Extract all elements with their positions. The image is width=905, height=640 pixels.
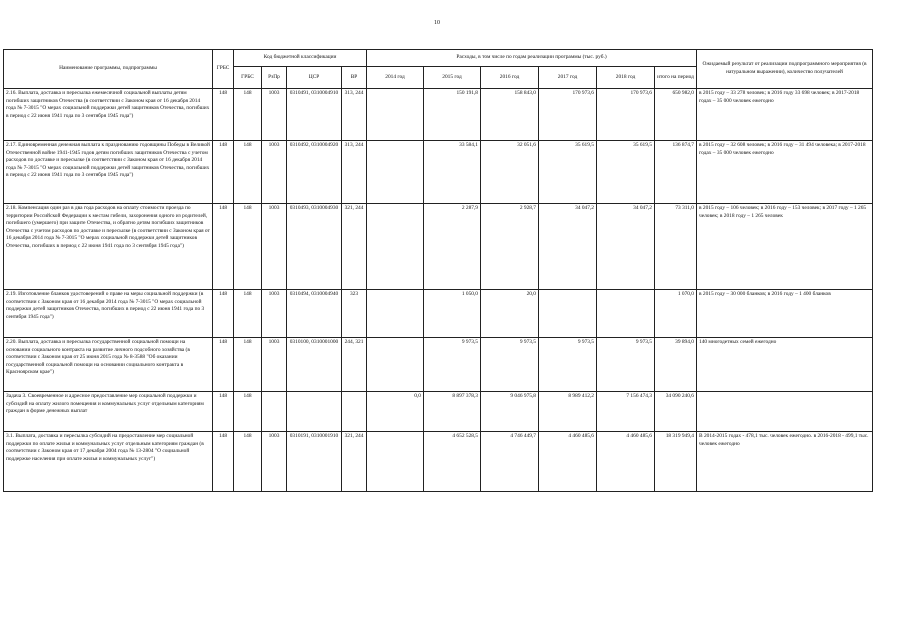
row-grbs: 148 — [213, 204, 234, 290]
row-csr: 0310492, 0310004920 — [287, 141, 342, 204]
row-2017 — [539, 290, 597, 338]
row-rzpr: 1003 — [262, 338, 287, 392]
header-2014: 2014 год — [367, 67, 424, 89]
row-kbk-grbs: 148 — [234, 392, 262, 432]
row-2014 — [367, 432, 424, 492]
row-grbs: 148 — [213, 141, 234, 204]
row-rzpr: 1003 — [262, 204, 287, 290]
table-header — [4, 50, 873, 89]
header-2017: 2017 год — [539, 67, 597, 89]
row-result: в 2015 году – 106 человек; в 2016 году – 153 человек; в 2017 году – 1 265 человек; в 2018 году – 1 265 человек — [697, 204, 873, 290]
row-total: 73 311,0 — [655, 204, 697, 290]
row-2017: 4 460 485,6 — [539, 432, 597, 492]
row-result: 140 многодетных семей ежегодно — [697, 338, 873, 392]
row-2016: 158 843,0 — [481, 89, 539, 141]
table-row — [4, 432, 873, 492]
row-total: 1 070,0 — [655, 290, 697, 338]
row-csr — [287, 392, 342, 432]
row-2017: 170 973,6 — [539, 89, 597, 141]
row-kbk-grbs: 148 — [234, 290, 262, 338]
row-2015: 150 191,8 — [424, 89, 481, 141]
row-2018 — [597, 290, 655, 338]
row-result: в 2015 году – 30 000 бланков; в 2016 году – 1 400 бланков — [697, 290, 873, 338]
header-result: Ожидаемый результат от реализации подпрограммного мероприятия (в натуральном выражении), количество получателей — [697, 50, 873, 89]
row-vr — [342, 392, 367, 432]
row-2014 — [367, 141, 424, 204]
row-name: 2.20. Выплата, доставка и пересылка государственной социальной помощи на основании социального контракта на развитие личного подсобного хозяйства (в соответствии с Законом края от 25 июня 2015 года № 8-3588 "Об оказании государственной социальной помощи на основании социального контракта в Красноярском крае") — [4, 338, 213, 392]
row-2018: 9 973,5 — [597, 338, 655, 392]
row-2016: 4 746 449,7 — [481, 432, 539, 492]
row-vr: 244, 321 — [342, 338, 367, 392]
row-name: 2.18. Компенсация один раз в два года расходов на оплату стоимости проезда по территории Российской Федерации к местам гибели, захоронения одного из родителей, погибшего (умершего) при защите Отечества, и обратно детям погибших защитников Отечества с учетом расходов по доставке и пересылке (в соответствии с Законом края от 16 декабря 2014 года № 7-3015 "О мерах социальной поддержки детей защитников Отечества, погибших в период с 22 июня 1941 года по 3 сентября 1945 года") — [4, 204, 213, 290]
row-2018: 34 047,2 — [597, 204, 655, 290]
row-2015: 4 652 528,5 — [424, 432, 481, 492]
row-2017: 35 619,5 — [539, 141, 597, 204]
row-2016: 9 046 975,8 — [481, 392, 539, 432]
row-vr: 323 — [342, 290, 367, 338]
row-kbk-grbs: 148 — [234, 204, 262, 290]
header-total: итого на период — [655, 67, 697, 89]
row-vr: 321, 244 — [342, 204, 367, 290]
row-name: 3.1. Выплата, доставка и пересылка субсидий на предоставление мер социальной поддержки по оплате жилья и коммунальных услуг отдельным категориям граждан (в соответствии с Законом края от 17 декабря 2004 года № 13-2804 "О социальной поддержке населения при оплате жилья и коммунальных услуг") — [4, 432, 213, 492]
row-result: в 2015 году – 32 608 человек; в 2016 году – 31 494 человека; в 2017-2018 годах – 35 000 человек ежегодно — [697, 141, 873, 204]
row-grbs: 148 — [213, 338, 234, 392]
table-row — [4, 338, 873, 392]
table-row — [4, 89, 873, 141]
row-rzpr: 1003 — [262, 290, 287, 338]
row-2018: 170 973,6 — [597, 89, 655, 141]
header-kbk-group: Код бюджетной классификации — [234, 50, 367, 67]
row-name: Задача 3. Своевременное и адресное предоставление мер социальной поддержки и субсидий на оплату жилого помещения и коммунальных услуг отдельным категориям граждан в форме денежных выплат — [4, 392, 213, 432]
header-name: Наименование программы, подпрограммы — [4, 50, 213, 89]
row-total: 650 982,0 — [655, 89, 697, 141]
row-vr: 313, 244 — [342, 141, 367, 204]
table-row — [4, 204, 873, 290]
task-row — [4, 392, 873, 432]
row-kbk-grbs: 148 — [234, 141, 262, 204]
row-2014 — [367, 89, 424, 141]
row-total: 39 894,0 — [655, 338, 697, 392]
row-vr: 321, 244 — [342, 432, 367, 492]
header-kbk-rzpr: РзПр — [262, 67, 287, 89]
row-2017: 9 973,5 — [539, 338, 597, 392]
row-grbs: 148 — [213, 290, 234, 338]
row-total: 136 874,7 — [655, 141, 697, 204]
program-table — [3, 49, 873, 492]
header-kbk-grbs: ГРБС — [234, 67, 262, 89]
row-result: в 2015 году – 33 278 человек; в 2016 году 33 698 человек; в 2017-2018 годах – 35 000 человек ежегодно — [697, 89, 873, 141]
row-2017: 8 989 412,2 — [539, 392, 597, 432]
row-2016: 32 051,6 — [481, 141, 539, 204]
header-kbk-vr: ВР — [342, 67, 367, 89]
row-kbk-grbs: 148 — [234, 338, 262, 392]
row-2014: 0,0 — [367, 392, 424, 432]
row-name: 2.19. Изготовление бланков удостоверений о праве на меры социальной поддержки (в соответствии с Законом края от 16 декабря 2014 года № 7-3015 "О мерах социальной поддержки детей защитников Отечества, погибших в период с 22 июня 1941 года по 3 сентября 1945 года") — [4, 290, 213, 338]
row-2015: 1 050,0 — [424, 290, 481, 338]
row-rzpr: 1003 — [262, 432, 287, 492]
header-expenses-group: Расходы, в том числе по годам реализации программы (тыс. руб.) — [367, 50, 697, 67]
row-csr: 0310100, 0310001000 — [287, 338, 342, 392]
row-total: 18 319 949,4 — [655, 432, 697, 492]
row-grbs: 148 — [213, 432, 234, 492]
row-csr: 0310491, 0310004910 — [287, 89, 342, 141]
row-2016: 20,0 — [481, 290, 539, 338]
row-rzpr — [262, 392, 287, 432]
row-grbs: 148 — [213, 392, 234, 432]
row-csr: 0310191, 0310001910 — [287, 432, 342, 492]
row-2014 — [367, 338, 424, 392]
row-kbk-grbs: 148 — [234, 432, 262, 492]
row-2015: 8 897 378,3 — [424, 392, 481, 432]
row-2015: 2 287,9 — [424, 204, 481, 290]
row-2014 — [367, 290, 424, 338]
row-2016: 9 973,5 — [481, 338, 539, 392]
row-csr: 0310493, 0310004930 — [287, 204, 342, 290]
row-csr: 0310494, 0310004940 — [287, 290, 342, 338]
header-2015: 2015 год — [424, 67, 481, 89]
row-2015: 9 973,5 — [424, 338, 481, 392]
row-vr: 313, 244 — [342, 89, 367, 141]
row-total: 34 090 240,6 — [655, 392, 697, 432]
row-result: В 2014-2015 годах - 478,1 тыс. человек ежегодно. в 2016-2018 - 499,1 тыс. человек ежегодно — [697, 432, 873, 492]
header-2016: 2016 год — [481, 67, 539, 89]
row-2017: 34 047,2 — [539, 204, 597, 290]
table-row — [4, 141, 873, 204]
row-name: 2.16. Выплата, доставка и пересылка ежемесячной социальной выплаты детям погибших защитников Отечества (в соответствии с Законом края от 16 декабря 2014 года № 7-3015 "О мерах социальной поддержки детей защитников Отечества, погибших в период с 22 июня 1941 года по 3 сентября 1945 года") — [4, 89, 213, 141]
row-rzpr: 1003 — [262, 141, 287, 204]
row-2015: 33 584,1 — [424, 141, 481, 204]
header-2018: 2018 год — [597, 67, 655, 89]
row-2018: 4 460 485,6 — [597, 432, 655, 492]
table-row — [4, 290, 873, 338]
page-number: 10 — [434, 20, 440, 26]
row-2018: 7 156 474,3 — [597, 392, 655, 432]
row-kbk-grbs: 148 — [234, 89, 262, 141]
row-grbs: 148 — [213, 89, 234, 141]
row-result — [697, 392, 873, 432]
row-2016: 2 928,7 — [481, 204, 539, 290]
row-rzpr: 1003 — [262, 89, 287, 141]
header-kbk-csr: ЦСР — [287, 67, 342, 89]
row-2018: 35 619,5 — [597, 141, 655, 204]
row-2014 — [367, 204, 424, 290]
header-grbs: ГРБС — [213, 50, 234, 89]
row-name: 2.17. Единовременная денежная выплата к празднованию годовщины Победы в Великой Отечественной войне 1941-1945 годов детям погибших защитников Отечества с учетом расходов по доставке и пересылке (в соответствии с Законом края от 16 декабря 2014 года № 7-3015 "О мерах социальной поддержки детей защитников Отечества, погибших в период с 22 июня 1941 года по 3 сентября 1945 года") — [4, 141, 213, 204]
